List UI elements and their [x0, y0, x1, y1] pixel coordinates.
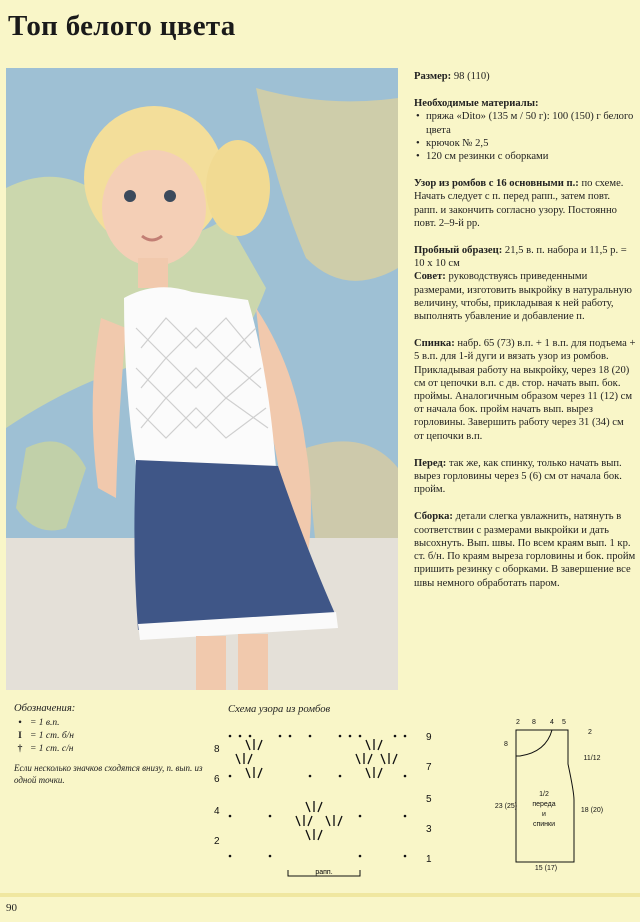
fan-stitch: [306, 801, 322, 812]
dim-left-8: 8: [504, 741, 508, 748]
dim-piece-label: и: [542, 811, 546, 818]
materials-label: Необходимые материалы:: [414, 98, 539, 110]
front-text: так же, как спинку, только начать вып. вырез горловины через 5 (6) см от начала бок. пройм.: [414, 457, 622, 496]
legend-row: [14, 717, 214, 730]
row-label-left: 8: [214, 744, 220, 755]
fan-stitch: [326, 815, 342, 826]
row-label-left: 4: [214, 806, 220, 817]
repeat-label: рапп.: [315, 869, 333, 876]
row-label-right: 7: [426, 762, 432, 773]
dim-right-2: 2: [588, 729, 592, 736]
front-section: [414, 457, 636, 497]
advice-text: руководствуясь приведенными размерами, изготовить выкройку в натуральную величину, чтобы, прикладывая к ней работу, выполнять убавление и добавление п.: [414, 271, 632, 323]
double-crochet-symbol: †: [17, 744, 23, 754]
chain-stitch-symbol: •: [18, 718, 22, 728]
dim-side: 18 (20): [580, 807, 604, 814]
material-item: • пряжа «Dito» (135 м / 50 г): 100 (150) г белого цвета: [414, 110, 636, 136]
row-label-left: 6: [214, 774, 220, 785]
fan-stitch: [381, 753, 397, 764]
assembly-text: детали слегка увлажнить, натянуть в соответствии с размерами выкройки и дать высохнуть. Вып. швы. По всем краям вып. 1 кр. ст. б/н. По краям выреза горловины и бок. пройм пришить резинку с оборками. В завершение все швы немного обработать паром.: [414, 511, 636, 589]
size-value: 98 (110): [453, 71, 490, 82]
legend-title: Обозначения:: [14, 703, 76, 714]
legend-text: = 1 в.п.: [30, 718, 60, 728]
fan-stitch: [306, 829, 322, 840]
fan-stitch: [296, 815, 312, 826]
dim-neck-width: 8: [532, 719, 536, 726]
legend-row: [14, 730, 214, 743]
diamond-stitch-chart: [210, 716, 450, 886]
dim-piece-label: спинки: [532, 821, 556, 828]
photo-child-in-top: [6, 68, 398, 690]
legend-row: [14, 743, 214, 756]
row-label-left: 2: [214, 836, 220, 847]
dim-top: 2: [516, 719, 520, 726]
size-label: Размер:: [414, 71, 452, 82]
fan-stitch: [366, 767, 382, 778]
single-crochet-symbol: I: [18, 731, 22, 741]
page-title: Топ белого цвета: [8, 10, 236, 42]
gauge-text: 21,5 в. п. набора и 11,5 р. = 10 х 10 см: [414, 245, 627, 270]
garment-schematic: [494, 712, 614, 872]
pattern-text: по схеме. Начать следует с п. перед рапп., затем повт. рапп. и закончить согласно узору. Постоянно повт. 2–9-й рр.: [414, 178, 624, 229]
material-item: • 120 см резинки с оборками: [414, 150, 636, 163]
dim-height: 23 (25): [494, 803, 518, 810]
dim-piece: 1/2: [539, 791, 549, 798]
dim-armhole: 11/12: [583, 755, 601, 762]
row-label-right: 9: [426, 732, 432, 743]
back-label: Спинка:: [414, 338, 455, 350]
front-label: Перед:: [414, 457, 447, 469]
dim-neck-depth: 4: [550, 719, 554, 726]
advice-label: Совет:: [414, 271, 446, 283]
row-label-right: 1: [426, 854, 432, 865]
assembly-label: Сборка:: [414, 511, 453, 523]
pattern-section: [414, 177, 636, 230]
row-label-right: 3: [426, 824, 432, 835]
dim-shoulder: 5: [562, 719, 566, 726]
chain-dots: [229, 735, 407, 858]
bottom-band: [0, 893, 640, 897]
chart-title: Схема узора из ромбов: [228, 704, 331, 715]
legend-text: = 1 ст. б/н: [30, 731, 74, 741]
dim-piece-label: переда: [532, 801, 556, 808]
gauge-advice-section: [414, 244, 636, 323]
gauge-label: Пробный образец:: [414, 245, 503, 257]
fan-stitch: [236, 753, 252, 764]
instructions-column: [414, 70, 636, 604]
fan-stitch: [246, 739, 262, 750]
materials-section: [414, 97, 636, 163]
fan-stitch: [356, 753, 372, 764]
legend-note: Если несколько значков сходятся внизу, п. вып. из одной точки.: [14, 763, 203, 785]
page-number: 90: [6, 902, 17, 914]
material-item: • крючок № 2,5: [414, 137, 636, 150]
pattern-label: Узор из ромбов с 16 основными п.:: [414, 178, 579, 190]
fan-stitch: [246, 767, 262, 778]
legend-text: = 1 ст. с/н: [30, 744, 74, 754]
fan-stitch: [366, 739, 382, 750]
size-section: [414, 70, 636, 83]
row-label-right: 5: [426, 794, 432, 805]
dim-width: 15 (17): [534, 865, 558, 872]
back-section: [414, 337, 636, 443]
back-text: набр. 65 (73) в.п. + 1 в.п. для подъема + 5 в.п. для 1-й дуги и вязать узор из ромбов. Прикладывая работу на выкройку, через 18 (20) см от цепочки в.п. с дв. стор. начать вып. бок. проймы. Аналогичным образом через 11 (12) см от начала бок. пройм начать вып. вырез горловины. Завершить работу через 31 (34) см от цепочки в.п.: [414, 338, 636, 442]
symbols-legend: [14, 702, 214, 786]
assembly-section: [414, 510, 636, 589]
